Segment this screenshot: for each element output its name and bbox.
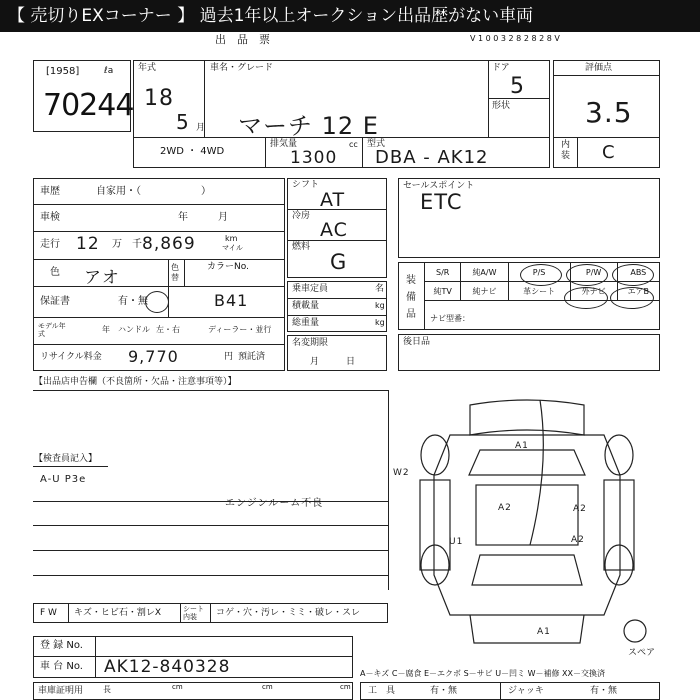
- displacement-value: 1300: [290, 148, 338, 168]
- interior-value: C: [602, 142, 616, 163]
- registration-label: 登 録 No.: [40, 640, 83, 651]
- banner: 【 売切りEXコーナー 】 過去1年以上オークション出品歴がない車両: [0, 0, 700, 32]
- inspection-units: 年 月: [178, 212, 228, 223]
- later-label: 後日品: [403, 337, 431, 347]
- door-label: ドア: [492, 63, 510, 73]
- length-label: 長: [103, 685, 111, 694]
- displacement-unit: cc: [349, 140, 358, 149]
- spare-label: スペア: [628, 648, 656, 658]
- mileage-mile: マイル: [222, 244, 243, 252]
- car-diagram: [390, 395, 665, 650]
- name-label: 車名・グレード: [210, 63, 274, 73]
- dealer-label: ディーラー・並行: [208, 325, 272, 334]
- lot-small-label: [1958]: [46, 66, 80, 77]
- history-label: 車歴: [40, 186, 60, 197]
- equip-ext-navi: 外ナビ: [570, 282, 617, 301]
- score-label: 評価点: [585, 63, 613, 73]
- equip-pw: P/W: [570, 263, 617, 282]
- drive-options: 2WD ・ 4WD: [160, 146, 225, 157]
- model-label: 型式: [367, 139, 386, 149]
- warranty-label: 保証書: [40, 296, 70, 307]
- diagram-mark-a1-top: A1: [515, 441, 529, 451]
- fuel-label: 燃料: [292, 242, 311, 252]
- ac-label: 冷房: [292, 211, 311, 221]
- gross-label: 総重量: [292, 318, 320, 328]
- model-value: DBA - AK12: [375, 147, 489, 168]
- score-value: 3.5: [585, 96, 633, 129]
- diagram-mark-u1-left: U1: [449, 537, 464, 547]
- diagram-mark-a1-rear: A1: [537, 627, 551, 637]
- chassis-value: AK12-840328: [104, 657, 231, 677]
- equip-leather: 革シート: [508, 282, 570, 301]
- interior-label: 内装: [561, 140, 571, 161]
- later-box: [398, 334, 660, 371]
- year-value: 18: [144, 86, 174, 111]
- equip-tv: 純TV: [425, 282, 461, 301]
- name-value: マーチ 12 E: [238, 112, 379, 140]
- equip-airbag: エアB: [617, 282, 659, 301]
- mileage-value: 8,869: [142, 234, 196, 254]
- warranty-circle: [145, 291, 169, 313]
- header-title: 出 品 票: [215, 33, 270, 46]
- unit-cm-2: cm: [262, 683, 273, 691]
- fw-label: F W: [40, 608, 57, 618]
- model-year-unit: 年: [102, 325, 110, 334]
- recycle-note: 預託済: [238, 352, 266, 362]
- diagram-mark-a2-right: A2: [573, 504, 587, 514]
- name-change-unit: 月 日: [310, 357, 356, 367]
- inspector-line1: A-U P3e: [40, 474, 87, 485]
- doc-code: V 1 0 0 3 2 8 2 8 2 8 V: [470, 34, 560, 43]
- unit-cm-3: cm: [340, 683, 351, 691]
- lot-number: 70244: [43, 88, 134, 123]
- fuel-value: G: [330, 250, 348, 274]
- door-value: 5: [510, 74, 525, 99]
- inspector-line2: エンジンルーム不良: [225, 498, 324, 509]
- tools-options: 有・無: [430, 686, 458, 696]
- sales-value: ETC: [420, 190, 463, 214]
- month-value: 5: [176, 110, 190, 134]
- shift-value: AT: [320, 189, 346, 211]
- equip-abs: ABS: [617, 263, 659, 282]
- equip-navi: 純ナビ: [461, 282, 508, 301]
- form-label: 形状: [492, 101, 511, 111]
- inspection-label: 車検: [40, 212, 60, 223]
- displacement-label: 排気量: [270, 139, 298, 149]
- equipment-label: 装備品: [406, 275, 416, 320]
- handle-label: ハンドル: [118, 325, 150, 334]
- recycle-value: 9,770: [128, 347, 179, 366]
- cert-label: 車庫証明用: [38, 686, 84, 696]
- color-change-label: 色替: [171, 263, 179, 282]
- equip-alloy: 純A/W: [461, 263, 508, 282]
- nav-model-label: ナビ型番：: [430, 314, 470, 323]
- diagram-mark-w2: W2: [393, 468, 410, 478]
- load-label: 積載量: [292, 301, 320, 311]
- color-value: アオ: [84, 268, 120, 288]
- seat-options: コゲ・穴・汚レ・ミミ・破レ・スレ: [216, 608, 361, 618]
- equip-ps: P/S: [508, 263, 570, 282]
- notes-label: 【出品店申告欄（不良箇所・欠品・注意事項等）】: [34, 377, 237, 387]
- model-year-label: モデル年式: [38, 322, 66, 338]
- load-unit: kg: [375, 301, 385, 310]
- mileage-units: 万 千: [112, 239, 142, 250]
- diagram-mark-a2-rside: A2: [571, 535, 585, 545]
- seat-label: シート内装: [183, 605, 204, 621]
- recycle-label: リサイクル料金: [40, 352, 102, 362]
- tools-label: 工 具: [368, 686, 396, 696]
- color-no-value: B41: [214, 291, 249, 310]
- jack-options: 有・無: [590, 686, 618, 696]
- unit-cm-1: cm: [172, 683, 183, 691]
- diagram-mark-a2-mid: A2: [498, 503, 512, 513]
- chassis-label: 車 台 No.: [40, 661, 83, 672]
- history-box: [33, 178, 285, 371]
- color-no-label: カラーNo.: [207, 262, 249, 272]
- jack-label: ジャッキ: [508, 686, 544, 696]
- lot-small-suffix: ℓa: [104, 66, 114, 76]
- damage-legend: A－キズ C－腐食 E－エクボ S－サビ U－凹ミ W－補修 XX－交換済: [360, 669, 606, 678]
- shift-label: シフト: [292, 180, 320, 190]
- equip-sr: S/R: [425, 263, 461, 282]
- history-options: 自家用・（ ）: [96, 186, 211, 197]
- mileage-km: km: [225, 234, 238, 243]
- gross-unit: kg: [375, 318, 385, 327]
- month-unit: 月: [196, 123, 206, 133]
- sales-label: セールスポイント: [403, 181, 475, 191]
- capacity-label: 乗車定員: [292, 284, 329, 294]
- warranty-options: 有・無: [118, 296, 148, 307]
- handle-options: 左・右: [156, 325, 180, 334]
- capacity-unit: 名: [375, 284, 385, 294]
- mileage-label: 走行: [40, 239, 60, 250]
- color-label: 色: [50, 267, 60, 278]
- mileage-man: 12: [76, 234, 100, 254]
- year-label: 年式: [138, 63, 157, 73]
- inspector-label: 【検査員記入】: [34, 454, 98, 464]
- ac-value: AC: [320, 219, 348, 241]
- name-change-label: 名変期限: [292, 338, 329, 348]
- recycle-unit: 円: [224, 352, 234, 362]
- fw-options: キズ・ヒビ石・割レX: [74, 608, 161, 618]
